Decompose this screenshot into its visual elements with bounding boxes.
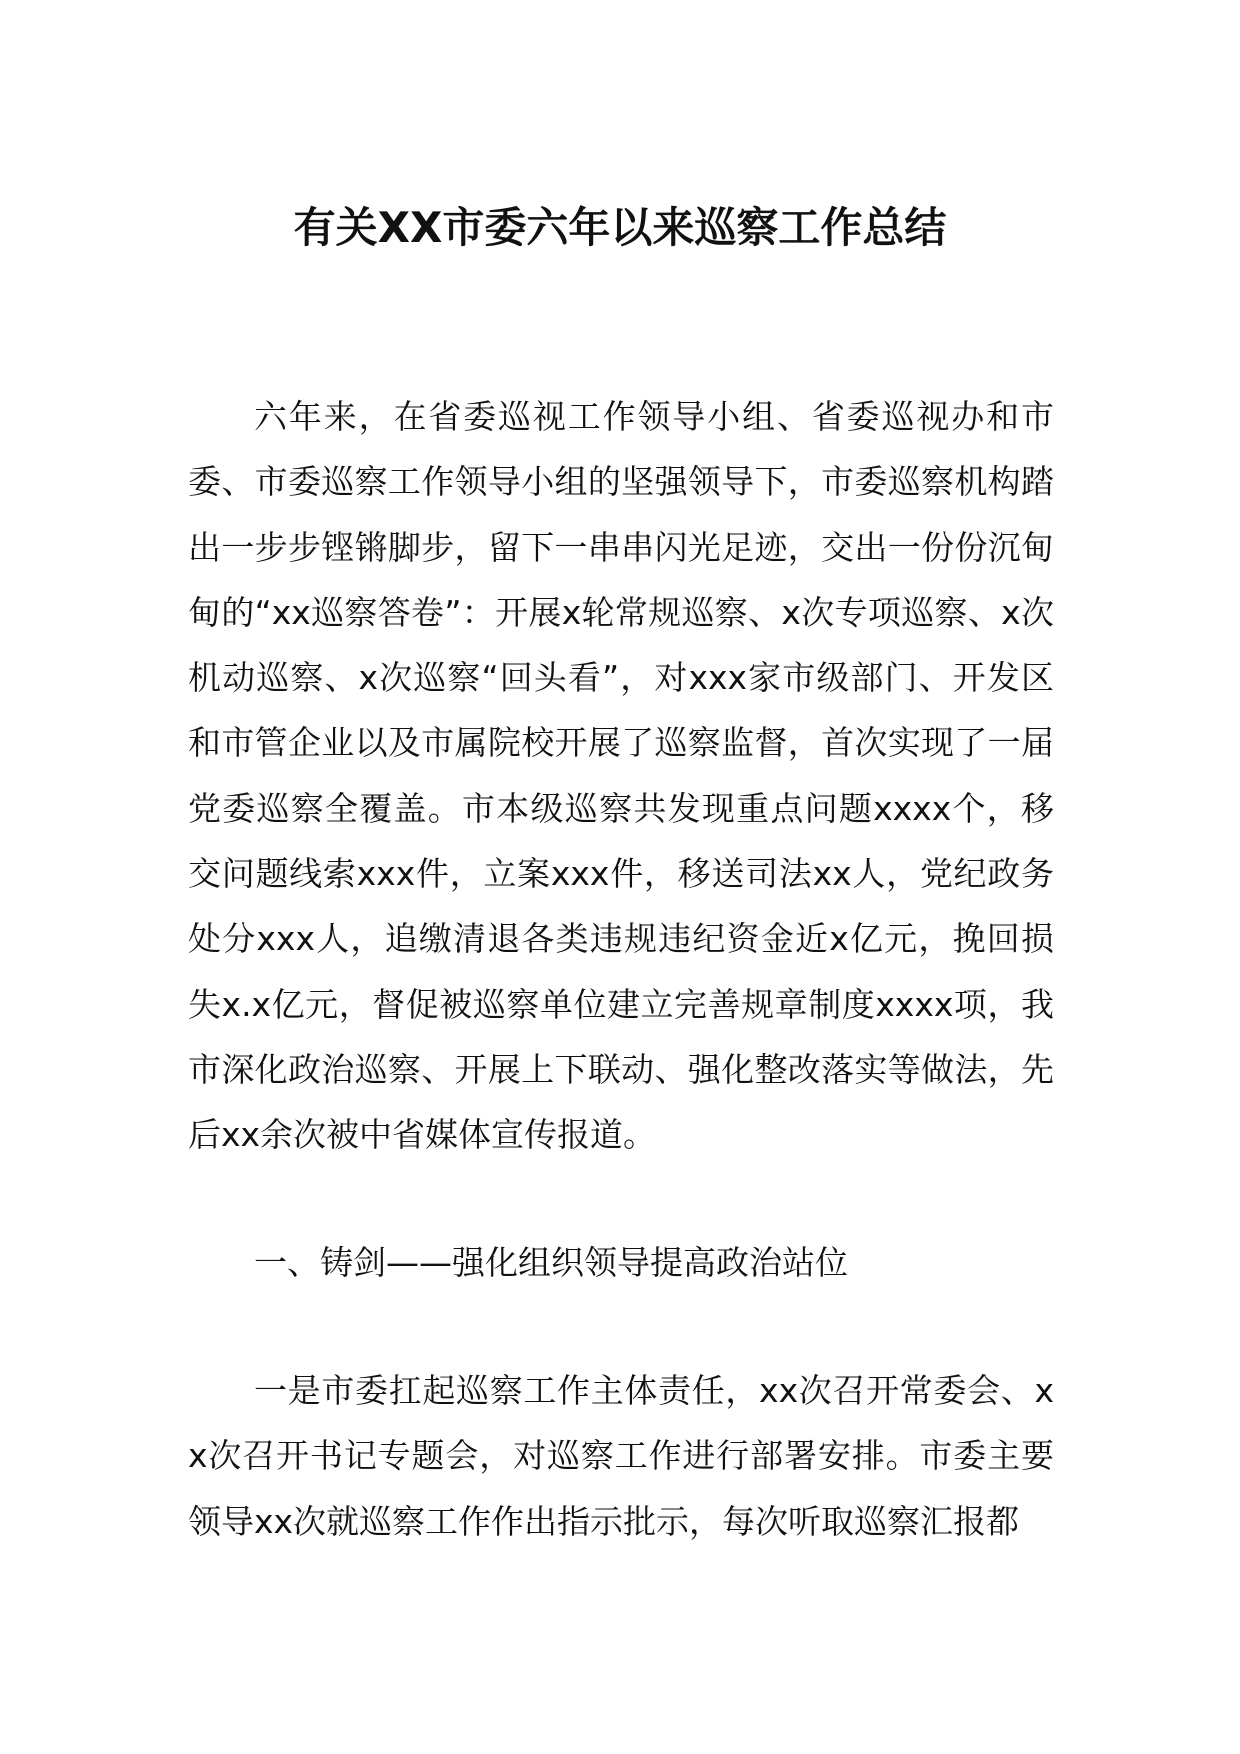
section-heading: 一、铸剑——强化组织领导提高政治站位 xyxy=(254,1243,848,1282)
intro-paragraph: 六年来，在省委巡视工作领导小组、省委巡视办和市委、市委巡察工作领导小组的坚强领导下，市委巡察机构踏出一步步铿锵脚步，留下一串串闪光足迹，交出一份份沉甸甸的“xx巡察答卷”：开展x轮常规巡察、x次专项巡察、x次机动巡察、x次巡察“回头看”，对xxx家市级部门、开发区和市管企业以及市属院校开展了巡察监督，首次实现了一届党委巡察全覆盖。市本级巡察共发现重点问题xxxx个，移交问题线索xxx件，立案xxx件，移送司法xx人，党纪政务处分xxx人，追缴清退各类违规违纪资金近x亿元，挽回损失x.x亿元，督促被巡察单位建立完善规章制度xxxx项，我市深化政治巡察、开展上下联动、强化整改落实等做法，先后xx余次被中省媒体宣传报道。 xyxy=(188,397,1054,1155)
body-paragraph: 一是市委扛起巡察工作主体责任，xx次召开常委会、xx次召开书记专题会，对巡察工作进行部署安排。市委主要领导xx次就巡察工作作出指示批示，每次听取巡察汇报都 xyxy=(188,1371,1054,1541)
document-title: 有关XX市委六年以来巡察工作总结 xyxy=(293,203,947,252)
